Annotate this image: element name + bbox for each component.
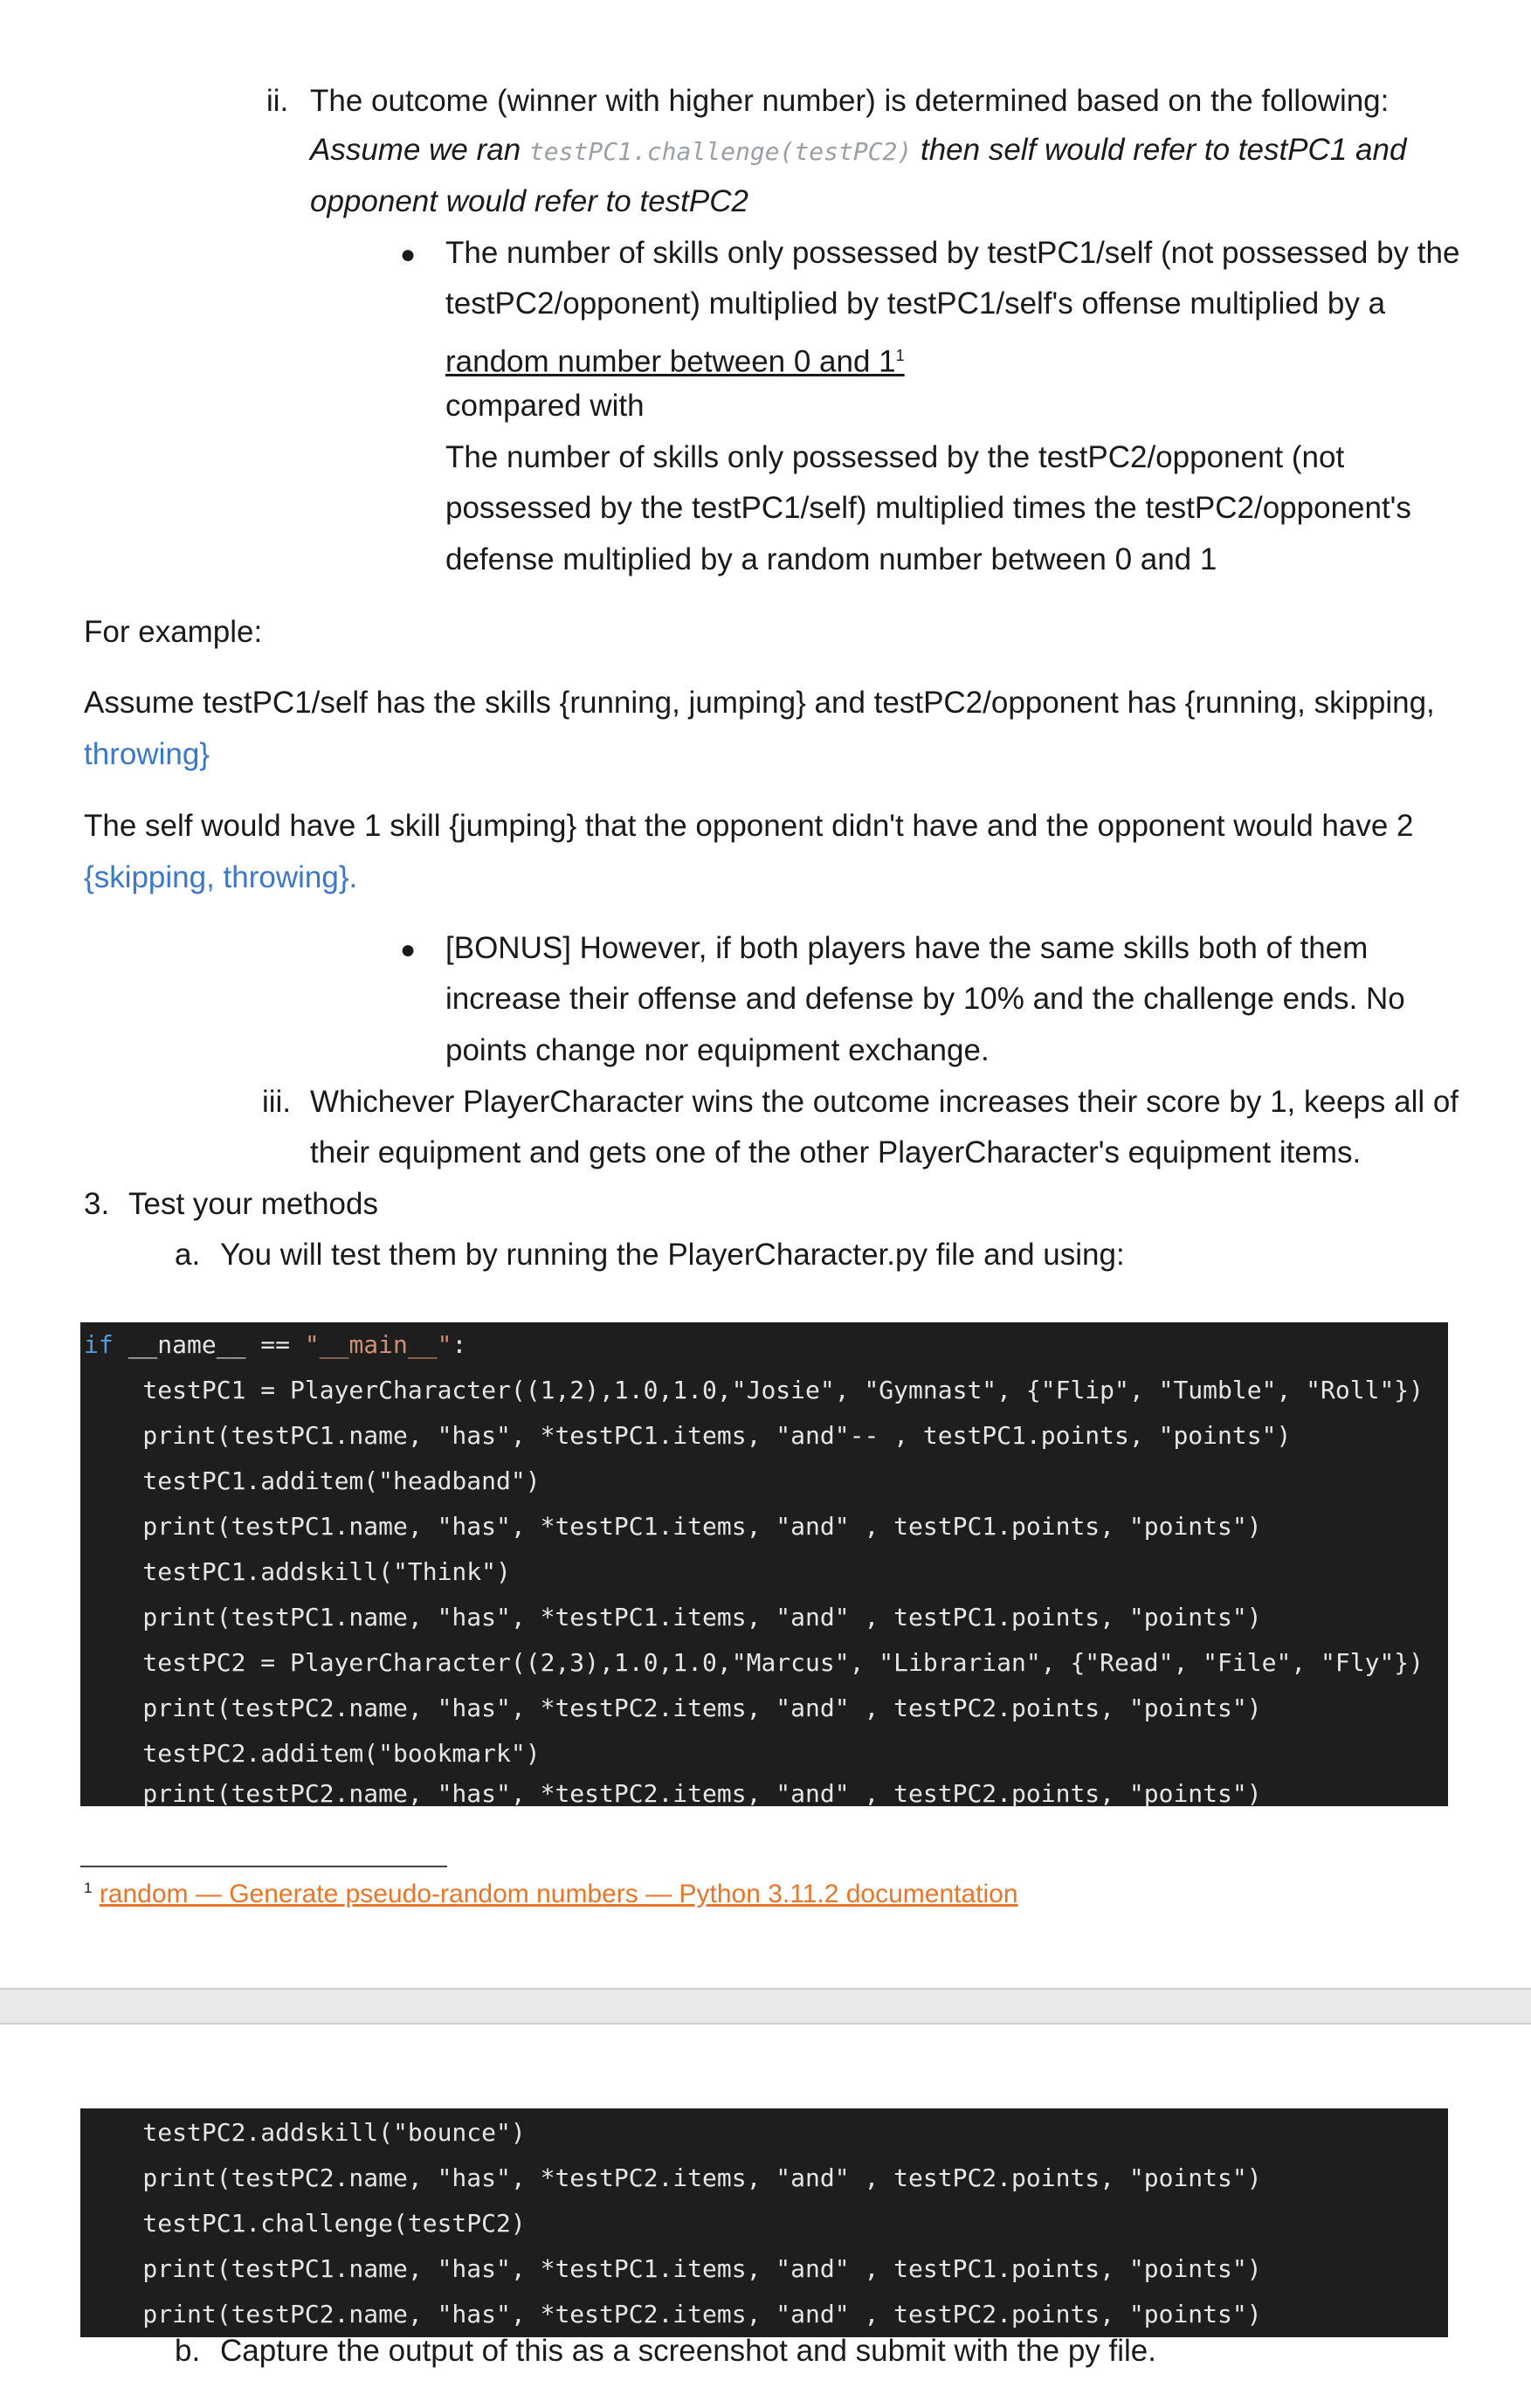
random-number-text: random number between 0 and 1 (445, 344, 896, 379)
code-block-1 (80, 1322, 1448, 1806)
footnote-mark: 1 (84, 1880, 93, 1896)
step3-marker: 3. (84, 1187, 110, 1221)
code-line: print(testPC1.name, "has", *testPC1.items, "and" , testPC1.points, "points") (84, 1512, 1262, 1541)
code-line: testPC2.addskill("bounce") (84, 2118, 526, 2147)
step3a-marker: a. (175, 1238, 201, 1272)
code-line: testPC1.additem("headband") (84, 1466, 541, 1495)
code-line: print(testPC2.name, "has", *testPC2.items, "and" , testPC2.points, "points") (84, 1694, 1262, 1722)
step3a-text: You will test them by running the PlayerCharacter.py file and using: (220, 1238, 1125, 1272)
code-line: testPC1.addskill("Think") (84, 1557, 511, 1586)
bullet1-line3 (445, 336, 905, 382)
code-line: testPC1 = PlayerCharacter((1,2),1.0,1.0,"Josie", "Gymnast", {"Flip", "Tumble", "Roll"}) (84, 1376, 1424, 1404)
code-line: print(testPC2.name, "has", *testPC2.items, "and" , testPC2.points, "points") (84, 2300, 1262, 2329)
code-line: print(testPC1.name, "has", *testPC1.items, "and"-- , testPC1.points, "points") (84, 1421, 1292, 1450)
bullet1-line2: testPC2/opponent) multiplied by testPC1/self's offense multiplied by a (445, 286, 1386, 321)
code-line (84, 1329, 466, 1361)
code-line: print(testPC1.name, "has", *testPC1.items, "and" , testPC1.points, "points") (84, 2254, 1262, 2283)
code-block-2 (80, 2108, 1448, 2337)
code-line: testPC2.additem("bookmark") (84, 1739, 541, 1768)
section-ii-line3: opponent would refer to testPC2 (310, 184, 748, 218)
section-iii-marker: iii. (262, 1085, 292, 1119)
code-text: : (452, 1330, 467, 1359)
section-ii-assume (310, 131, 1406, 171)
bullet1-line4: compared with (445, 389, 645, 423)
code-line: testPC2 = PlayerCharacter((2,3),1.0,1.0,"Marcus", "Librarian", {"Read", "File", "Fly"}) (84, 1648, 1424, 1677)
inline-code-challenge: testPC1.challenge(testPC2) (528, 137, 913, 166)
example-line1: Assume testPC1/self has the skills {running, jumping} and testPC2/opponent has {running, skipping, (84, 686, 1435, 720)
code-line: testPC1.challenge(testPC2) (84, 2209, 526, 2238)
example-heading: For example: (84, 615, 263, 649)
section-ii-line1: The outcome (winner with higher number) is determined based on the following: (310, 84, 1390, 118)
code-line: print(testPC2.name, "has", *testPC2.items, "and" , testPC2.points, "points") (84, 2163, 1262, 2192)
assume-text: Assume we ran (310, 133, 521, 167)
footnote (84, 1869, 1018, 1914)
footnote-separator (80, 1866, 447, 1867)
example-line3: The self would have 1 skill {jumping} that the opponent didn't have and the opponent would have 2 (84, 809, 1414, 843)
bullet-dot: ● (400, 240, 417, 269)
code-line: print(testPC2.name, "has", *testPC2.items, "and" , testPC2.points, "points") (84, 1779, 1262, 1808)
code-line: print(testPC1.name, "has", *testPC1.items, "and" , testPC1.points, "points") (84, 1603, 1262, 1632)
keyword-if: if (84, 1330, 114, 1359)
footnote-link[interactable]: random — Generate pseudo-random numbers — Python 3.11.2 documentation (99, 1880, 1018, 1908)
section-ii-marker: ii. (266, 84, 289, 118)
bullet1-line6: possessed by the testPC1/self) multiplied times the testPC2/opponent's (445, 491, 1411, 525)
step3b-text: Capture the output of this as a screenshot and submit with the py file. (220, 2334, 1156, 2368)
code-text: __name__ == (113, 1330, 305, 1359)
string-main: "__main__" (304, 1330, 452, 1359)
page-break (0, 1988, 1531, 2025)
bonus-line2: increase their offense and defense by 10% and the challenge ends. No (445, 982, 1405, 1016)
step3b-marker: b. (175, 2334, 201, 2368)
bullet-dot: ● (400, 935, 417, 964)
assume-post-text: then self would refer to testPC1 and (920, 133, 1407, 167)
bullet1-line1: The number of skills only possessed by testPC1/self (not possessed by the (445, 236, 1460, 270)
bonus-line3: points change nor equipment exchange. (445, 1033, 990, 1067)
example-line2: throwing} (84, 737, 210, 771)
example-line4: {skipping, throwing}. (84, 860, 358, 894)
bonus-line1: [BONUS] However, if both players have the same skills both of them (445, 931, 1369, 965)
section-iii-line2: their equipment and gets one of the other PlayerCharacter's equipment items. (310, 1135, 1362, 1170)
footnote-ref[interactable]: 1 (895, 347, 905, 364)
step3-title: Test your methods (128, 1187, 378, 1221)
section-iii-line1: Whichever PlayerCharacter wins the outcome increases their score by 1, keeps all of (310, 1085, 1459, 1119)
bullet1-line7: defense multiplied by a random number between 0 and 1 (445, 542, 1217, 576)
bullet1-line5: The number of skills only possessed by the testPC2/opponent (not (445, 440, 1345, 474)
